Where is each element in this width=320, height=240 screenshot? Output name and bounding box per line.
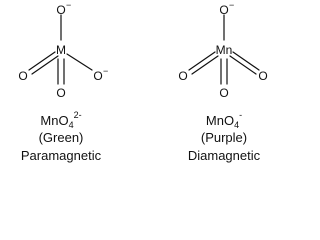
- bond-right-single: [67, 54, 92, 70]
- formula-subscript: 4: [68, 120, 74, 130]
- oxygen-bottom: O: [219, 86, 229, 100]
- formula-subscript: 4: [234, 120, 240, 130]
- formula-permanganate: [206, 110, 242, 130]
- charge-right: −: [103, 66, 109, 76]
- formula-manganate: [40, 110, 81, 130]
- oxygen-right: O: [258, 69, 268, 83]
- oxygen-right: O: [93, 69, 103, 83]
- oxygen-left: O: [178, 69, 188, 83]
- metal-atom: Mn: [215, 43, 233, 57]
- permanganate-structure: [178, 0, 267, 163]
- charge-top: −: [229, 0, 235, 10]
- charge-top: −: [66, 0, 72, 10]
- color-label-manganate: (Green): [38, 130, 84, 145]
- manganate-structure: [18, 0, 108, 163]
- oxygen-top: O: [219, 3, 229, 17]
- formula-base: MnO: [40, 113, 69, 128]
- metal-atom: M: [56, 43, 66, 57]
- formula-superscript: -: [239, 110, 243, 120]
- oxygen-top: O: [56, 3, 66, 17]
- magnetism-label-manganate: Paramagnetic: [20, 148, 102, 163]
- formula-superscript: 2-: [73, 110, 82, 120]
- magnetism-label-permanganate: Diamagnetic: [187, 148, 261, 163]
- formula-base: MnO: [205, 113, 235, 128]
- color-label-permanganate: (Purple): [200, 130, 248, 145]
- oxygen-bottom: O: [56, 86, 66, 100]
- oxygen-left: O: [18, 69, 28, 83]
